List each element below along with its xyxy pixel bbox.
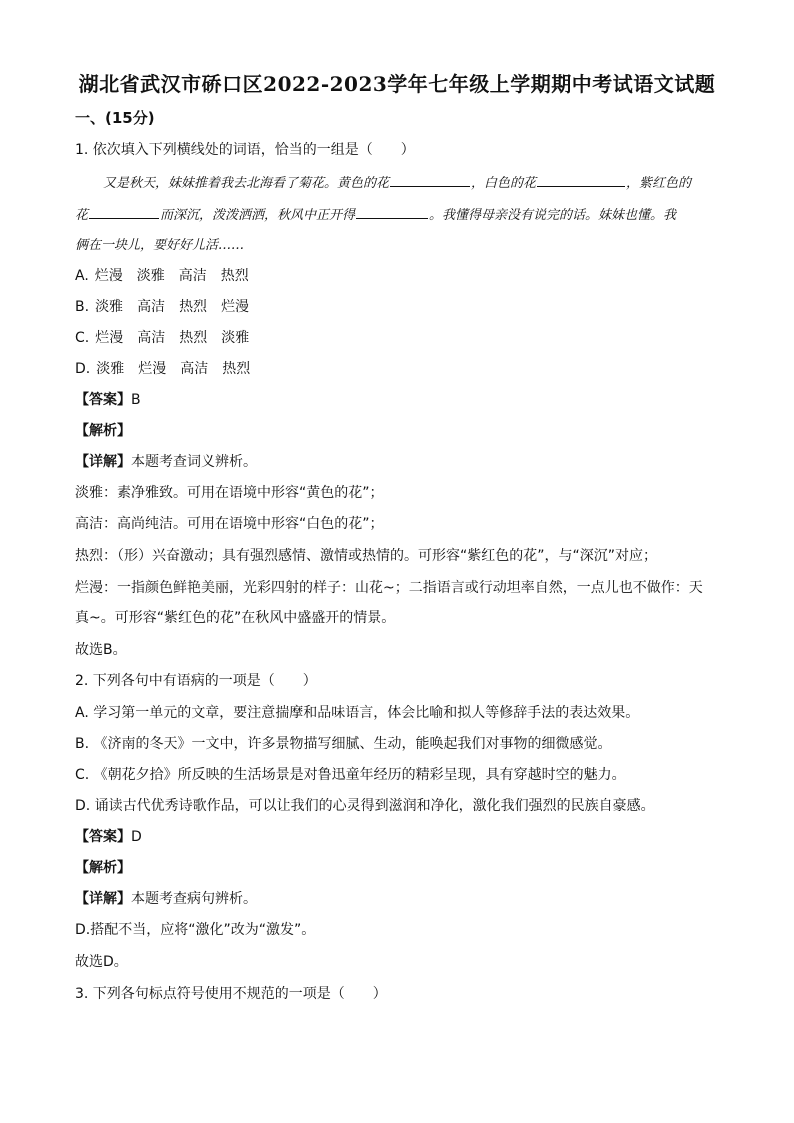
question-1-stem: 1. 依次填入下列横线处的词语，恰当的一组是（ ） [75, 142, 415, 158]
blank-3 [89, 204, 159, 219]
blank-2 [537, 172, 625, 187]
question-2-stem: 2. 下列各句中有语病的一项是（ ） [75, 673, 317, 689]
question-3-stem: 3. 下列各句标点符号使用不规范的一项是（ ） [75, 986, 387, 1002]
q2-choose: 故选D。 [75, 954, 128, 970]
q1-explain-2: 高洁：高尚纯洁。可用在语境中形容“白色的花”； [75, 516, 384, 532]
q1-choose: 故选B。 [75, 642, 127, 658]
q2-detail: 【详解】本题考查病句辨析。 [75, 891, 257, 907]
q1-explain-1: 淡雅：素净雅致。可用在语境中形容“黄色的花”； [75, 485, 384, 501]
q2-option-d: D. 诵读古代优秀诗歌作品，可以让我们的心灵得到滋润和净化，激化我们强烈的民族自豪感。 [75, 798, 655, 814]
q1-option-c: C. 烂漫 高洁 热烈 淡雅 [75, 330, 250, 346]
q1-option-d: D. 淡雅 烂漫 高洁 热烈 [75, 361, 251, 377]
blank-1 [390, 172, 470, 187]
q1-answer: 【答案】B [75, 392, 141, 408]
q1-option-a: A. 烂漫 淡雅 高洁 热烈 [75, 268, 249, 284]
q2-explain-1: D.搭配不当，应将“激化”改为“激发”。 [75, 922, 316, 938]
q1-detail: 【详解】本题考查词义辨析。 [75, 454, 257, 470]
passage-line-2: 花 而深沉，泼泼洒洒，秋风中正开得 。我懂得母亲没有说完的话。妹妹也懂。我 [75, 204, 676, 226]
q2-option-a: A. 学习第一单元的文章，要注意揣摩和品味语言，体会比喻和拟人等修辞手法的表达效果。 [75, 705, 640, 721]
q2-analysis-label: 【解析】 [75, 860, 131, 876]
section-heading: 一、(15分) [75, 109, 155, 127]
passage-line-3: 俩在一块儿，要好好儿活…… [75, 238, 245, 253]
blank-4 [356, 204, 428, 219]
page-title: 湖北省武汉市硚口区2022-2023学年七年级上学期期中考试语文试题 [78, 72, 716, 96]
q1-explain-4: 烂漫：一指颜色鲜艳美丽，光彩四射的样子：山花~；二指语言或行动坦率自然，一点儿也不做作：天 [75, 580, 703, 596]
q2-option-b: B. 《济南的冬天》一文中，许多景物描写细腻、生动，能唤起我们对事物的细微感觉。 [75, 736, 612, 752]
passage-line-1: 又是秋天，妹妹推着我去北海看了菊花。黄色的花 ，白色的花 ，紫红色的 [103, 172, 691, 194]
q1-analysis-label: 【解析】 [75, 423, 131, 439]
q2-answer: 【答案】D [75, 829, 142, 845]
q2-option-c: C. 《朝花夕拾》所反映的生活场景是对鲁迅童年经历的精彩呈现，具有穿越时空的魅力。 [75, 767, 626, 783]
q1-explain-5: 真~。可形容“紫红色的花”在秋风中盛盛开的情景。 [75, 610, 396, 626]
q1-option-b: B. 淡雅 高洁 热烈 烂漫 [75, 299, 250, 315]
q1-explain-3: 热烈：（形）兴奋激动；具有强烈感情、激情或热情的。可形容“紫红色的花”，与“深沉”对应； [75, 548, 658, 564]
